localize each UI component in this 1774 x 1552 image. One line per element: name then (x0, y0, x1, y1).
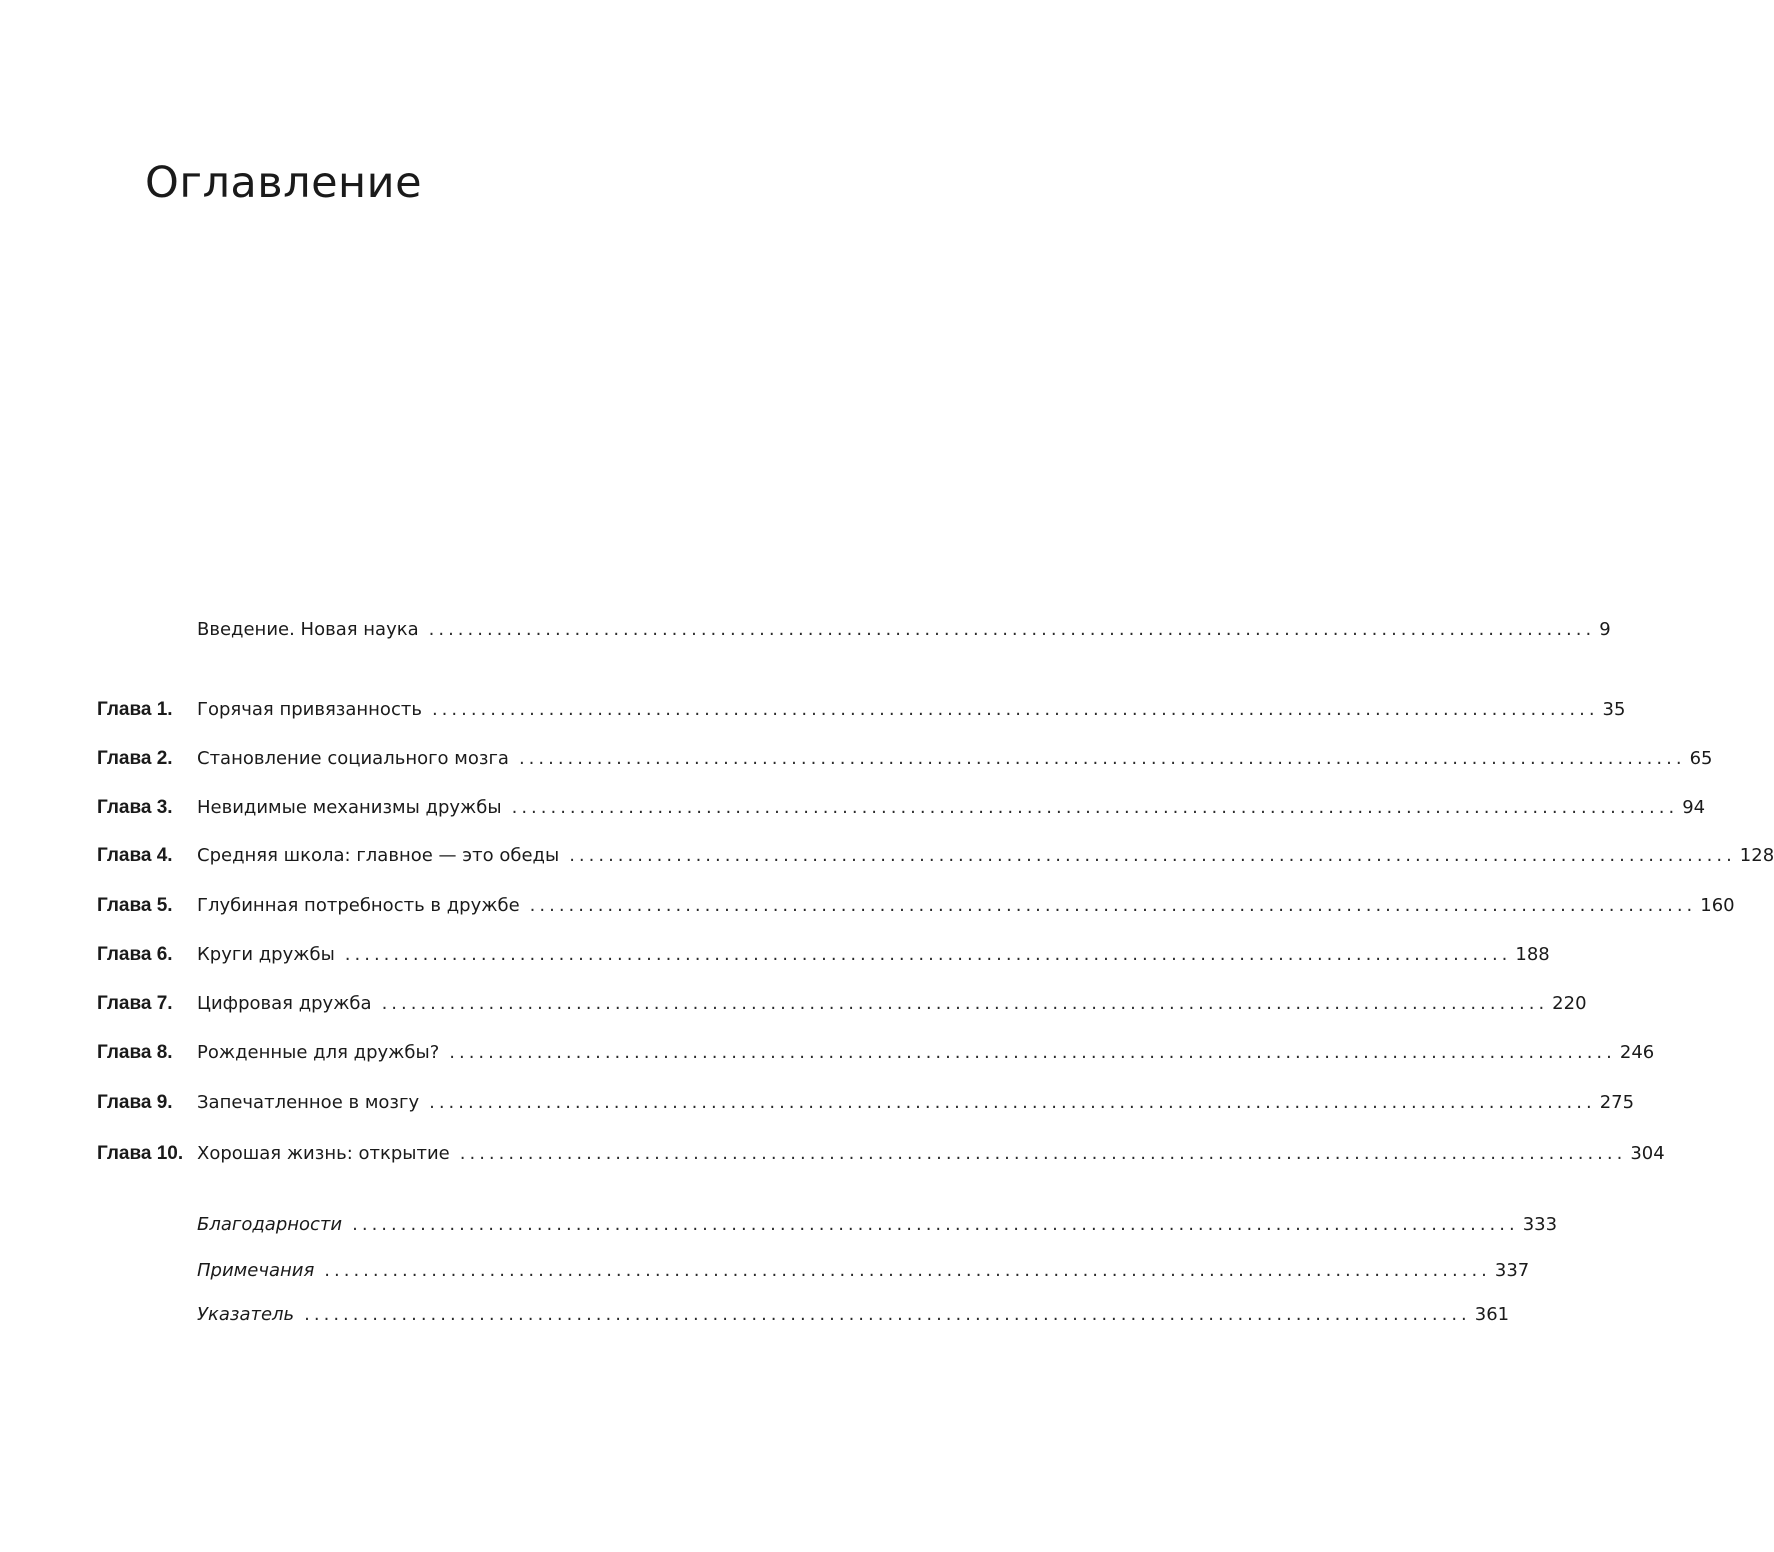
chapter-label: Глава 7. (97, 993, 173, 1014)
page-number: 304 (1630, 1143, 1665, 1164)
toc-entry-chapter-1 (97, 699, 1626, 729)
page-number: 275 (1599, 1092, 1635, 1113)
page-number: 160 (1700, 895, 1735, 916)
page-number: 220 (1552, 993, 1587, 1014)
chapter-label: Глава 1. (97, 699, 173, 720)
chapter-label: Глава 6. (97, 944, 173, 965)
chapter-label: Глава 10. (97, 1143, 184, 1164)
page-title: Оглавление (145, 158, 423, 208)
entry-title: Горячая привязанность (197, 699, 422, 720)
entry-title: Средняя школа: главное — это обеды (197, 845, 560, 866)
toc-entry-chapter-10 (97, 1143, 1665, 1173)
entry-title: Хорошая жизнь: открытие (197, 1143, 450, 1164)
page-number: 65 (1689, 748, 1713, 769)
page-number: 35 (1602, 699, 1626, 720)
toc-entry-chapter-7 (97, 993, 1587, 1023)
page-number: 333 (1522, 1214, 1558, 1235)
dot-leader: ........................................................................................................................ (352, 1214, 1519, 1235)
dot-leader: ........................................................................................................................ (569, 845, 1736, 866)
entry-title: Запечатленное в мозгу (197, 1092, 420, 1113)
dot-leader: ........................................................................................................................ (324, 1260, 1491, 1281)
dot-leader: ........................................................................................................................ (304, 1304, 1471, 1325)
toc-entry-chapter-8 (97, 1042, 1655, 1072)
chapter-label: Глава 3. (97, 797, 173, 818)
toc-entry-chapter-9 (97, 1092, 1635, 1122)
dot-leader: ........................................................................................................................ (518, 748, 1686, 769)
entry-title: Цифровая дружба (197, 993, 372, 1014)
entry-title: Невидимые механизмы дружбы (197, 797, 502, 818)
page-number: 246 (1619, 1042, 1655, 1063)
toc-entry-intro (97, 619, 1611, 649)
dot-leader: ........................................................................................................................ (511, 797, 1679, 818)
dot-leader: ........................................................................................................................ (449, 1042, 1616, 1063)
page-number: 337 (1494, 1260, 1530, 1281)
chapter-label: Глава 9. (97, 1092, 173, 1113)
page-number: 9 (1599, 619, 1611, 640)
toc-entry-acknowledgements (97, 1214, 1558, 1244)
entry-title: Указатель (197, 1304, 295, 1325)
dot-leader: ........................................................................................................................ (344, 944, 1512, 965)
page-number: 188 (1515, 944, 1550, 965)
toc-entry-chapter-5 (97, 895, 1735, 925)
dot-leader: ........................................................................................................................ (428, 619, 1596, 640)
chapter-label: Глава 8. (97, 1042, 173, 1063)
page-number: 94 (1682, 797, 1706, 818)
entry-title: Примечания (197, 1260, 315, 1281)
toc-entry-index (97, 1304, 1510, 1334)
chapter-label: Глава 2. (97, 748, 173, 769)
entry-title: Круги дружбы (197, 944, 335, 965)
toc-entry-chapter-3 (97, 797, 1706, 827)
entry-title: Рожденные для дружбы? (197, 1042, 440, 1063)
dot-leader: ........................................................................................................................ (429, 1092, 1596, 1113)
dot-leader: ........................................................................................................................ (529, 895, 1697, 916)
toc-entry-notes (97, 1260, 1530, 1290)
page-number: 128 (1739, 845, 1774, 866)
dot-leader: ........................................................................................................................ (431, 699, 1599, 720)
chapter-label: Глава 4. (97, 845, 173, 866)
toc-entry-chapter-4 (97, 845, 1774, 875)
chapter-label: Глава 5. (97, 895, 173, 916)
dot-leader: ........................................................................................................................ (459, 1143, 1627, 1164)
toc-entry-chapter-6 (97, 944, 1550, 974)
page-number: 361 (1474, 1304, 1510, 1325)
entry-title: Становление социального мозга (197, 748, 509, 769)
entry-title: Введение. Новая наука (197, 619, 419, 640)
dot-leader: ........................................................................................................................ (381, 993, 1549, 1014)
entry-title: Глубинная потребность в дружбе (197, 895, 520, 916)
entry-title: Благодарности (197, 1214, 343, 1235)
toc-entry-chapter-2 (97, 748, 1713, 778)
